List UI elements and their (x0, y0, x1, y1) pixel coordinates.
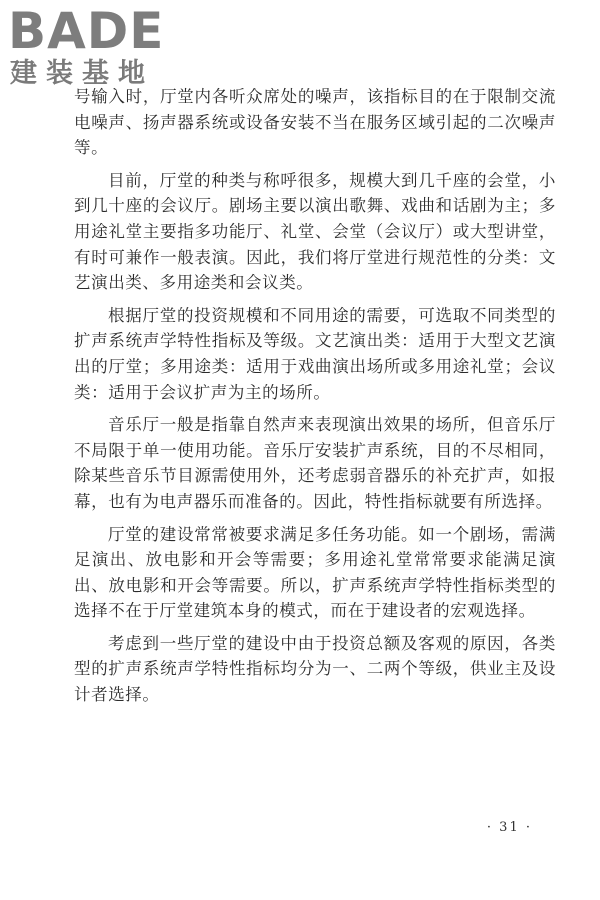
paragraph-continuation: 号输入时，厅堂内各听众席处的噪声，该指标目的在于限制交流电噪声、扬声器系统或设备安装不当在服务区域引起的二次噪声等。 (74, 87, 556, 158)
watermark-chinese-text: 建装基地 (10, 58, 154, 89)
paragraph-multi-task: 厅堂的建设常常被要求满足多任务功能。如一个剧场，需满足演出、放电影和开会等需要；多用途礼堂常常要求能满足演出、放电影和开会等需要。所以，扩声系统声学特性指标类型的选择不在于厅堂建筑本身的模式，而在于建设者的宏观选择。 (74, 524, 556, 621)
paragraph-investment-scale: 根据厅堂的投资规模和不同用途的需要，可选取不同类型的扩声系统声学特性指标及等级。文艺演出类：适用于大型文艺演出的厅堂；多用途类：适用于戏曲演出场所或多用途礼堂；会议类：适用于会议扩声为主的场所。 (74, 305, 556, 402)
watermark-latin-text: BADE (8, 2, 165, 60)
body-text (74, 84, 556, 708)
bade-watermark-logo (8, 4, 178, 92)
paragraph-concert-hall: 音乐厅一般是指靠自然声来表现演出效果的场所，但音乐厅不局限于单一使用功能。音乐厅安装扩声系统，目的不尽相同，除某些音乐节目源需使用外，还考虑弱音器乐的补充扩声，如报幕，也有为电声器乐而准备的。因此，特性指标就要有所选择。 (74, 415, 556, 511)
paragraph-hall-types: 目前，厅堂的种类与称呼很多，规模大到几千座的会堂，小到几十座的会议厅。剧场主要以演出歌舞、戏曲和话剧为主；多用途礼堂主要指多功能厅、礼堂、会堂（会议厅）或大型讲堂，有时可兼作一般表演。因此，我们将厅堂进行规范性的分类：文艺演出类、多用途类和会议类。 (74, 170, 556, 293)
paragraph-grades: 考虑到一些厅堂的建设中由于投资总额及客观的原因，各类型的扩声系统声学特性指标均分为一、二两个等级，供业主及设计者选择。 (74, 633, 556, 705)
page-number: · 31 · (486, 820, 532, 835)
